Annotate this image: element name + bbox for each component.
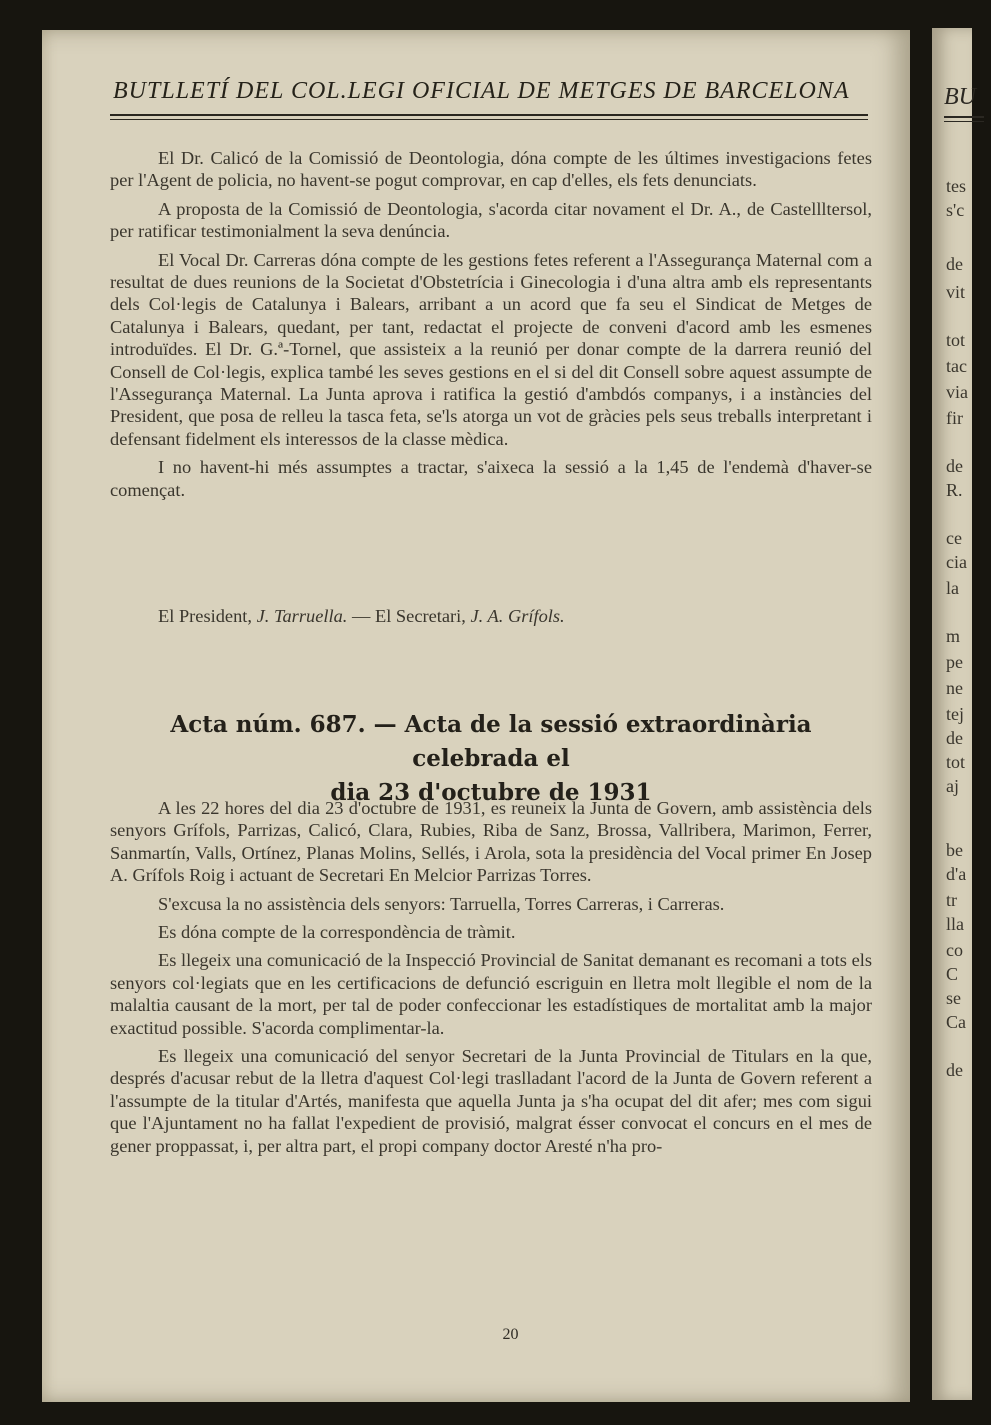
next-page-fragment: tot (946, 752, 966, 772)
paragraph-maternity-insurance: El Vocal Dr. Carreras dóna compte de les gestions fetes referent a l'Assegurança Maternal com a resultat de dues reunions de la Societat d'Obstetrícia i Ginecologia i d'una altra amb els representants dels Col·legis de Catalunya i Balears, arribant a un acord que fa seu el Sindicat de Metges de Catalunya i Balears, quedant, per tant, redactat el projecte de conveni d'acord amb les esmenes introduïdes. El Dr. G.ª-Tornel, que assisteix a la reunió per donar compte de la darrera reunió del Consell de Col·legis, explica també les seves gestions en el si del dit Consell sobre aquest assumpte de l'Assegurança Maternal. La Junta aprova i ratifica la gestió d'ambdós companys, i a instàncies del President, que posa de relleu la tasca feta, se'ls atorga un vot de gràcies pels seus treballs interpretant i defensant fidelment els interessos de la classe mèdica. (110, 249, 872, 449)
next-page-header-rule (944, 116, 984, 118)
next-page-fragment: fir (946, 408, 963, 428)
paragraph-session-close: I no havent-hi més assumptes a tractar, s'aixeca la sessió a la 1,45 de l'endemà d'haver-se començat. (110, 457, 872, 500)
act-heading-line-2: dia 23 d'octubre de 1931 (330, 779, 652, 806)
header-rule-thick (110, 114, 868, 116)
next-page-fragment: se (946, 988, 961, 1008)
next-page-fragment: via (946, 382, 968, 402)
next-page-fragment: tot (946, 330, 966, 350)
header-rule-thin (110, 119, 868, 120)
next-page-fragment: vit (946, 282, 966, 302)
signature-separator: — (351, 606, 371, 626)
next-page-fragment: m (946, 626, 961, 646)
next-page-fragment: tes (946, 176, 966, 196)
president-name: J. Tarruella. (256, 606, 348, 626)
act-heading-line-1: Acta núm. 687. — Acta de la sessió extraordinària celebrada el (170, 711, 812, 772)
minutes-text-top (110, 147, 872, 507)
next-page-fragment: lla (946, 914, 964, 934)
next-page-fragment: ce (946, 528, 962, 548)
next-page-fragment: Ca (946, 1012, 966, 1032)
paragraph-sanitation-inspection: Es llegeix una comunicació de la Inspecció Provincial de Sanitat demanant es recomani a tots els senyors col·legiats que en les certificacions de defunció escriguin en lletra molt llegible el nom de la malaltia causant de la mort, per tal de poder confeccionar les estadístiques de mortalitat amb la major exactitud possible. S'acorda complimentar-la. (110, 950, 872, 1038)
next-page-fragment: R. (946, 480, 963, 500)
next-page-fragment: de (946, 1060, 963, 1080)
next-page-fragment: co (946, 940, 963, 960)
running-header: BUTLLETÍ DEL COL.LEGI OFICIAL DE METGES DE BARCELONA (113, 78, 850, 104)
secretary-name: J. A. Grífols. (470, 606, 565, 626)
next-page-header-fragment: BU (944, 84, 976, 110)
next-page-fragment: tac (946, 356, 967, 376)
act-heading (110, 708, 872, 810)
paragraph-correspondence: Es dóna compte de la correspondència de tràmit. (158, 922, 516, 943)
next-page-fragment: tr (946, 890, 957, 910)
next-page-fragment: aj (946, 776, 959, 796)
next-page-fragment: tej (946, 704, 964, 724)
next-page-fragment: de (946, 728, 963, 748)
next-page-header-rule-thin (944, 121, 984, 122)
paragraph-deontology-investigations: El Dr. Calicó de la Comissió de Deontologia, dóna compte de les últimes investigacions fetes per l'Agent de policia, no havent-se pogut comprovar, en cap d'elles, els fets denunciats. (110, 148, 872, 191)
next-page-fragment: C (946, 964, 959, 984)
paragraph-deontology-proposal: A proposta de la Comissió de Deontologia, s'acorda citar novament el Dr. A., de Castellltersol, per ratificar testimonialment la seva denúncia. (110, 198, 872, 242)
next-page-fragment: pe (946, 652, 963, 672)
next-page-fragment: cia (946, 552, 967, 572)
next-page-fragment: de (946, 254, 963, 274)
paragraph-attendance: A les 22 hores del dia 23 d'octubre de 1931, es reuneix la Junta de Govern, amb assistència dels senyors Grífols, Parrizas, Calicó, Clara, Rubies, Riba de Sanz, Brossa, Vallribera, Marimon, Ferrer, Sanmartín, Valls, Ortínez, Planas Molins, Sellés, i Arola, sota la presidència del Vocal primer En Josep A. Grífols Roig i actuant de Secretari En Melcior Parrizas Torres. (110, 798, 872, 886)
next-page-fragment: de (946, 456, 963, 476)
paragraph-excused: S'excusa la no assistència dels senyors: Tarruella, Torres Carreras, i Carreras. (158, 893, 725, 914)
next-page-fragment: ne (946, 678, 963, 698)
page-number: 20 (502, 1326, 519, 1343)
next-page-fragment: d'a (946, 864, 967, 884)
president-label: El President, (158, 606, 252, 626)
next-page-fragment: la (946, 578, 959, 598)
minutes-text-bottom (110, 797, 872, 1163)
next-page-edge (932, 28, 976, 1400)
next-page-fragment: be (946, 840, 963, 860)
paragraph-titular-board: Es llegeix una comunicació del senyor Secretari de la Junta Provincial de Titulars en la que, després d'acusar rebut de la lletra d'aquest Col·legi traslladant l'acord de la Junta de Govern referent a l'assumpte de la titular d'Artés, manifesta que aquella Junta ja s'ha ocupat del dit afer; mes com sigui que l'Ajuntament no ha fallat l'expedient de provisió, malgrat ésser convocat el concurs en el mes de gener proppassat, i, per altra part, el propi company doctor Aresté n'ha pro- (110, 1046, 872, 1156)
next-page-fragment: s'c (946, 200, 965, 220)
signature-line (158, 606, 565, 627)
secretary-label: El Secretari, (374, 606, 466, 626)
